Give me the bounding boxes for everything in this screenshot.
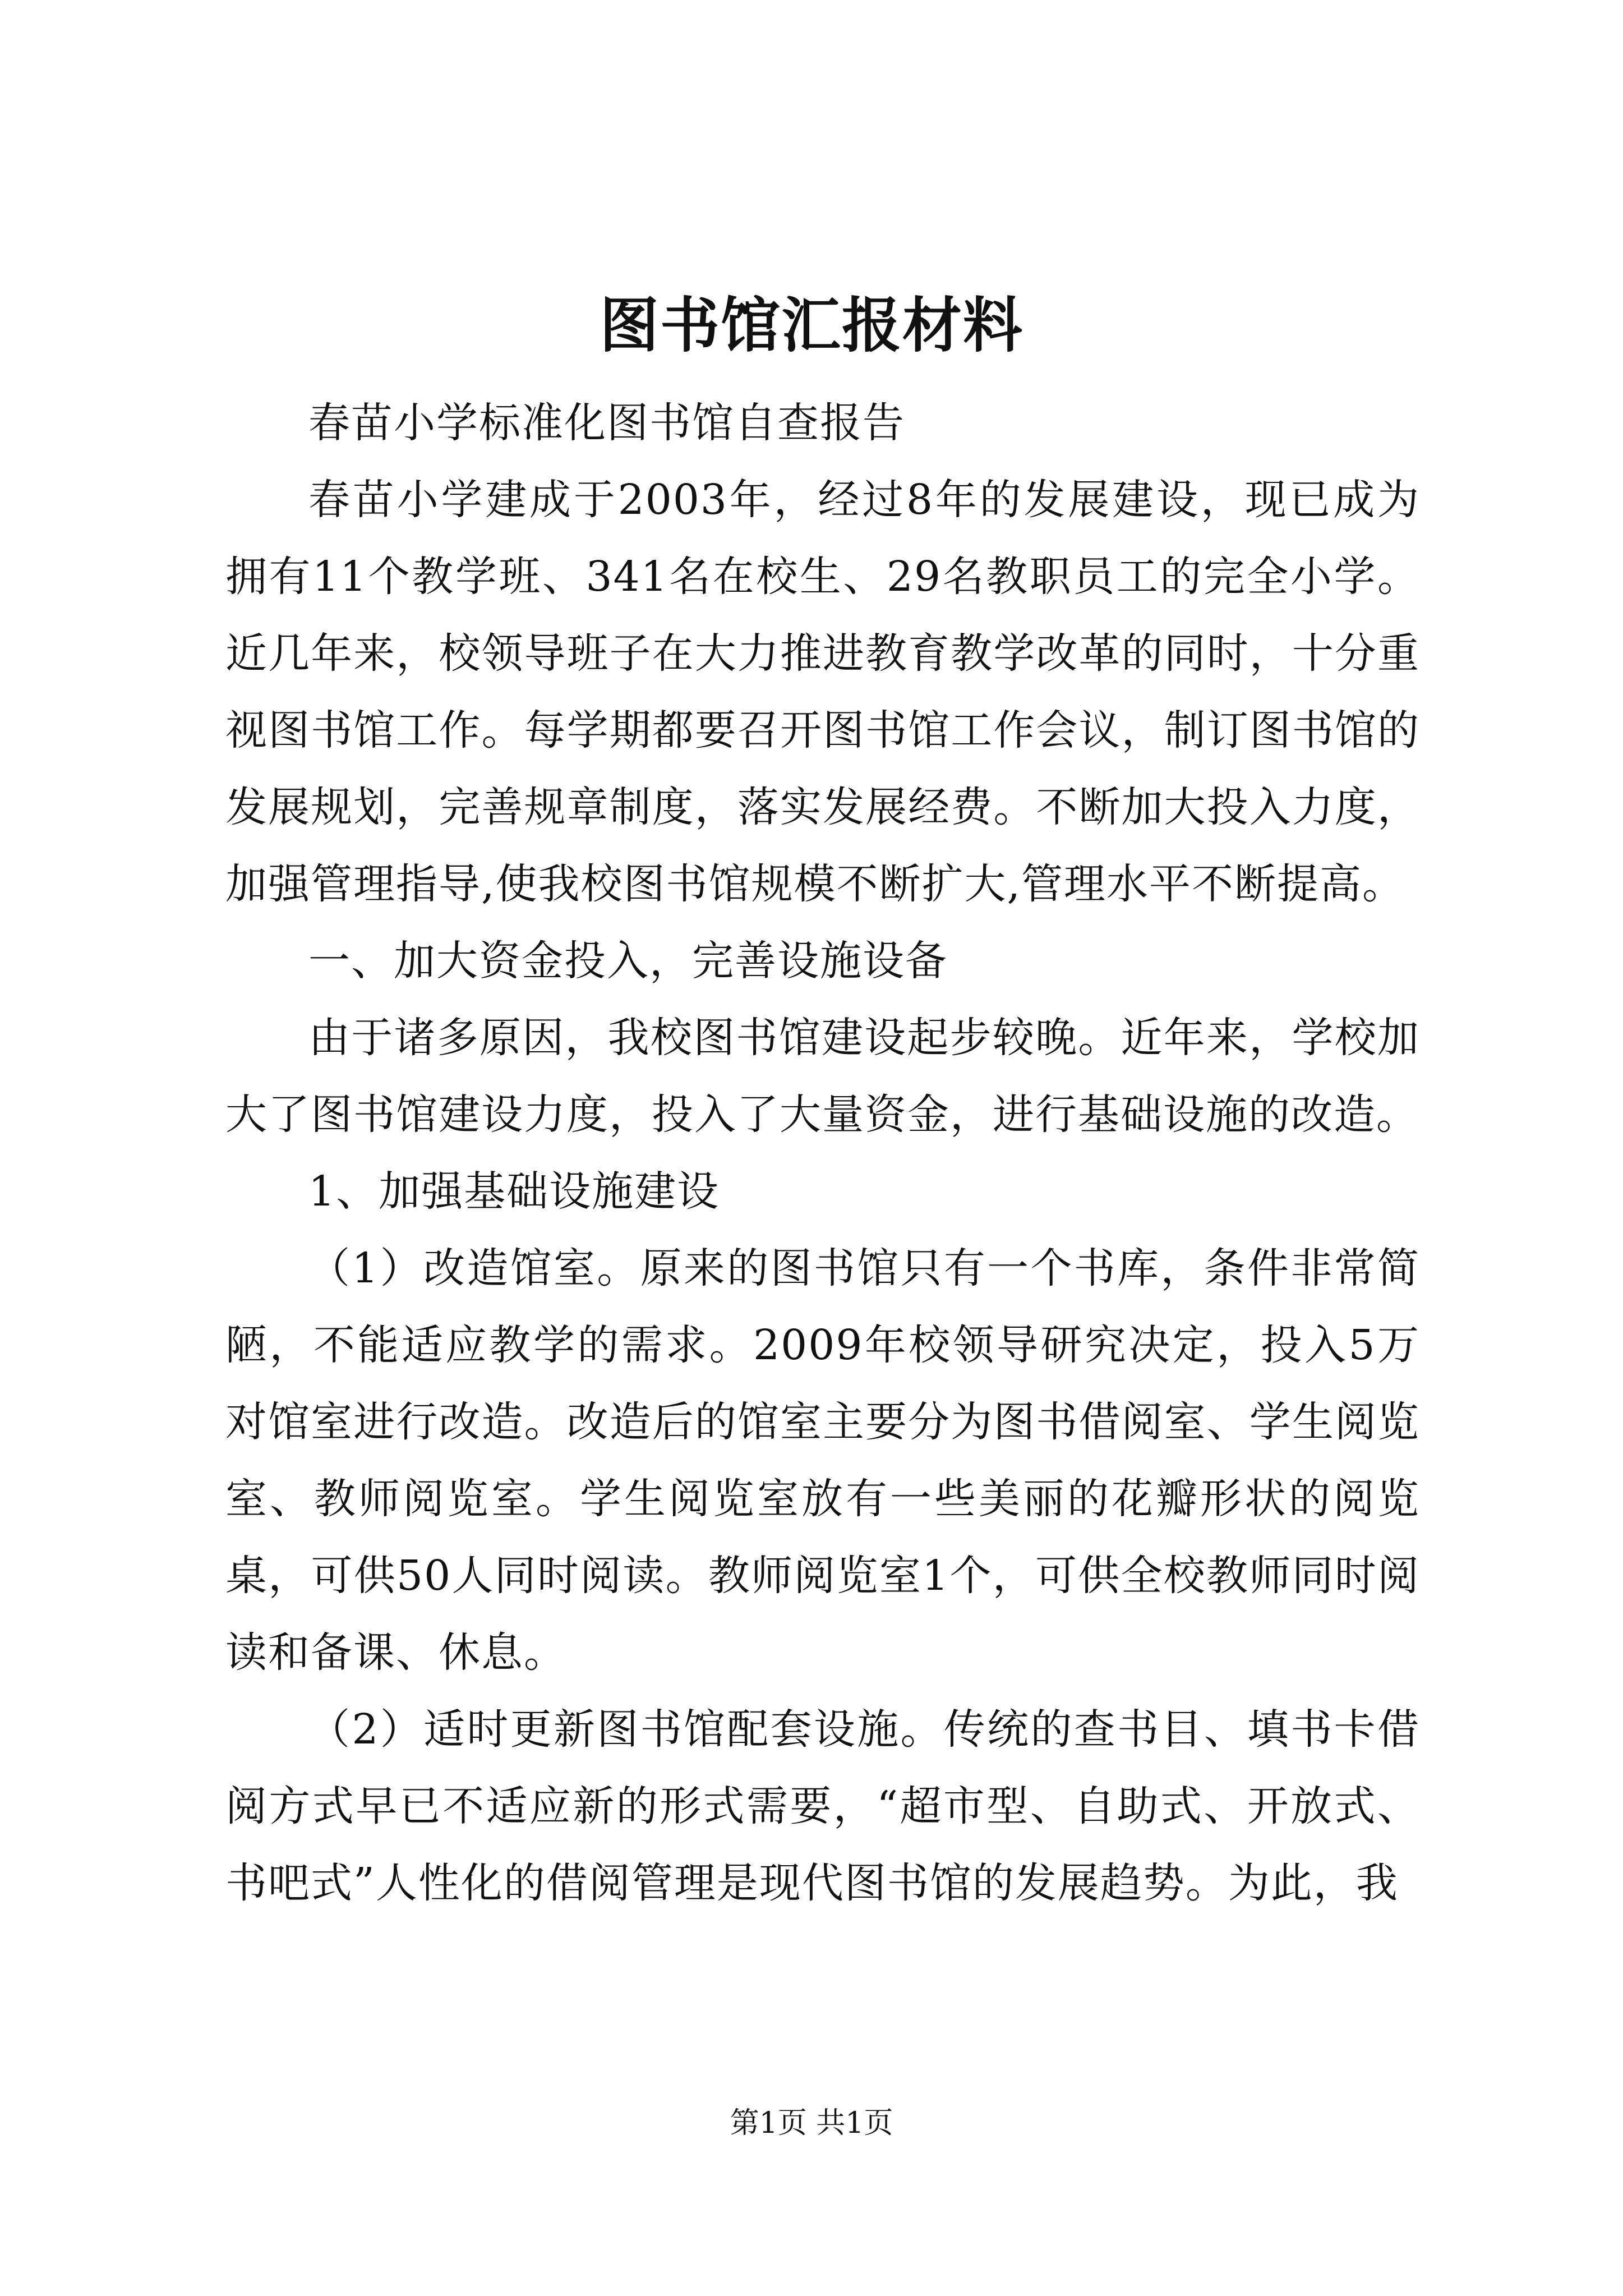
subsection-heading-1: 1、加强基础设施建设 <box>308 1167 720 1216</box>
subtitle-paragraph: 春苗小学标准化图书馆自查报告 <box>308 399 905 447</box>
section-heading-1: 一、加大资金投入，完善设施设备 <box>308 937 948 985</box>
intro-paragraph: 春苗小学建成于2003年，经过8年的发展建设，现已成为拥有11个教学班、341名在校生、29名教职员工的完全小学。近几年来，校领导班子在大力推进教育教学改革的同时，十分重视图书馆工作。每学期都要召开图书馆工作会议，制订图书馆的发展规划，完善规章制度，落实发展经费。不断加大投入力度，加强管理指导,使我校图书馆规模不断扩大,管理水平不断提高。 <box>225 476 1420 908</box>
page-footer: 第1页 共1页 <box>730 2106 893 2140</box>
document-body <box>225 385 1420 1922</box>
document-title: 图书馆汇报材料 <box>600 290 1023 360</box>
item-2-paragraph: （2）适时更新图书馆配套设施。传统的查书目、填书卡借阅方式早已不适应新的形式需要，“超市型、自助式、开放式、书吧式”人性化的借阅管理是现代图书馆的发展趋势。为此，我 <box>225 1705 1420 1907</box>
section-1-paragraph: 由于诸多原因，我校图书馆建设起步较晚。近年来，学校加大了图书馆建设力度，投入了大量资金，进行基础设施的改造。 <box>225 1014 1420 1139</box>
item-1-paragraph: （1）改造馆室。原来的图书馆只有一个书库，条件非常简陋，不能适应教学的需求。2009年校领导研究决定，投入5万对馆室进行改造。改造后的馆室主要分为图书借阅室、学生阅览室、教师阅览室。学生阅览室放有一些美丽的花瓣形状的阅览桌，可供50人同时阅读。教师阅览室1个，可供全校教师同时阅读和备课、休息。 <box>225 1244 1420 1677</box>
